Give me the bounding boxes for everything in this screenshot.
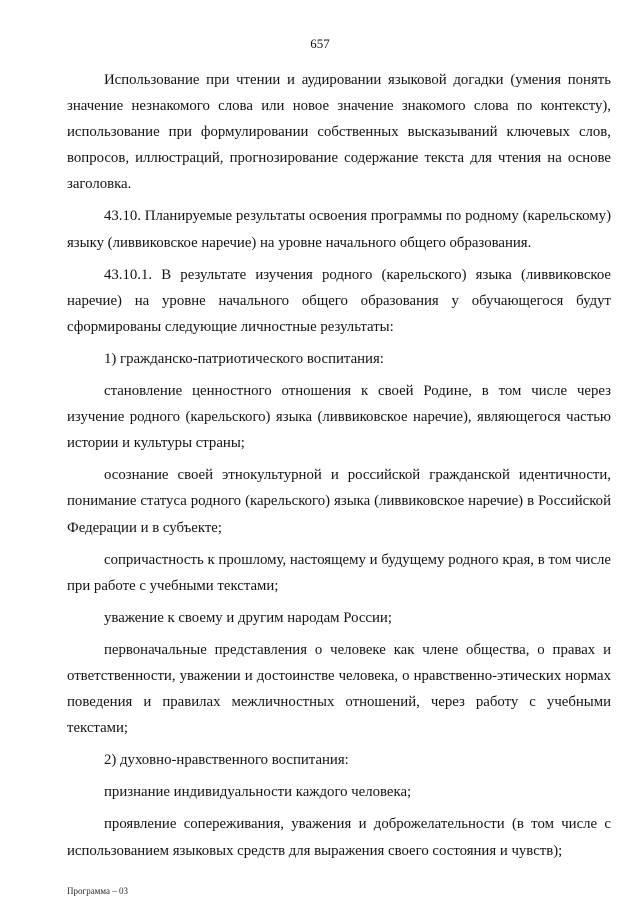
list-item-individuality: признание индивидуальности каждого человека;: [104, 784, 412, 801]
document-body: [67, 67, 611, 864]
footer-program-label: Программа – 03: [67, 886, 129, 896]
page-number: 657: [310, 36, 330, 51]
list-item-respect-peoples: уважение к своему и другим народам России;: [104, 609, 392, 626]
list-heading-civic-patriotic: 1) гражданско-патриотического воспитания:: [104, 350, 384, 367]
paragraph-personal-results-intro: 43.10.1. В результате изучения родного (карельского) языка (ливвиковское наречие) на уровне начального общего образования у обучающегося будут сформированы следующие личностные результаты:: [67, 266, 611, 335]
list-item-empathy: проявление сопереживания, уважения и доброжелательности (в том числе с использованием языковых средств для выражения своего состояния и чувств);: [67, 816, 611, 859]
list-heading-spiritual-moral: 2) духовно-нравственного воспитания:: [104, 752, 349, 769]
list-item-person-in-society: первоначальные представления о человеке как члене общества, о правах и ответственности, уважении и достоинстве человека, о нравственно-этических нормах поведения и правилах межличностных отношений, через работу с учебными текстами;: [67, 641, 611, 737]
list-item-ethnocultural-identity: осознание своей этнокультурной и российской гражданской идентичности, понимание статуса родного (карельского) языка (ливвиковское наречие) в Российской Федерации и в субъекте;: [67, 467, 611, 536]
paragraph-language-guess: Использование при чтении и аудировании языковой догадки (умения понять значение незнакомого слова или новое значение знакомого слова по контексту), использование при формулировании собственных высказываний ключевых слов, вопросов, иллюстраций, прогнозирование содержание текста для чтения на основе заголовка.: [67, 72, 611, 193]
list-item-native-land: сопричастность к прошлому, настоящему и будущему родного края, в том числе при работе с учебными текстами;: [67, 551, 611, 594]
paragraph-planned-results-heading: 43.10. Планируемые результаты освоения программы по родному (карельскому) языку (ливвиковское наречие) на уровне начального общего образования.: [67, 208, 611, 251]
list-item-value-attitude: становление ценностного отношения к своей Родине, в том числе через изучение родного (карельского) языка (ливвиковское наречие), являющегося частью истории и культуры страны;: [67, 383, 611, 452]
